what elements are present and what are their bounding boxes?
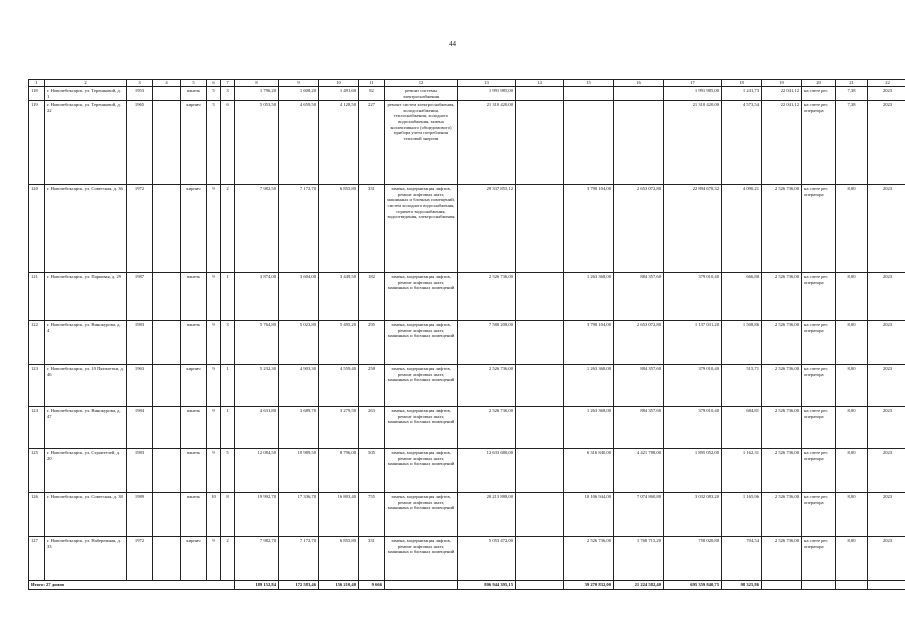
total-cell-col-15: 39 270 832,00 xyxy=(564,581,614,590)
total-cell-col-20 xyxy=(802,581,836,590)
table-cell-col-5: панель xyxy=(181,493,207,537)
table-cell-col-2: г. Новочебоксарск, ул. Терешковой, д. 22 xyxy=(45,101,127,185)
table-cell-col-18: 4 573,54 xyxy=(722,101,762,185)
table-cell-col-18: 1 508,86 xyxy=(722,321,762,365)
table-cell-col-15 xyxy=(564,101,614,185)
table-cell-col-20: на счете рег. оператора xyxy=(802,273,836,321)
table-cell-col-22: 2023 xyxy=(868,365,905,407)
table-cell-col-6: 9 xyxy=(207,449,221,493)
table-cell-col-2: г. Новочебоксарск, ул. Винокурова, д. 4 xyxy=(45,321,127,365)
table-cell-col-15: 1 263 368,00 xyxy=(564,273,614,321)
table-cell-col-21: 8,00 xyxy=(836,449,868,493)
table-cell-col-22: 2023 xyxy=(868,273,905,321)
table-cell-col-10: 6 855,80 xyxy=(319,537,359,581)
column-number-cell: 22 xyxy=(868,80,905,87)
table-cell-col-17: 1 991 985,00 xyxy=(664,87,722,101)
table-cell-col-13: 12 633 680,00 xyxy=(458,449,516,493)
table-cell-col-22: 2023 xyxy=(868,185,905,273)
table-cell-col-8: 5 764,80 xyxy=(235,321,279,365)
table-cell-col-1: 119 xyxy=(29,101,45,185)
table-row xyxy=(29,185,905,273)
table-cell-col-12: замена, модернизация лифтов, ремонт лифтовых шахт, машинных и блочных помещений, систем холодного водоснабжения, горячего водоснабжения, водоотведения, электроснабжения xyxy=(385,185,458,273)
table-cell-col-11: 182 xyxy=(359,273,385,321)
table-cell-col-10: 3 279,50 xyxy=(319,407,359,449)
table-row xyxy=(29,365,905,407)
table-row xyxy=(29,101,905,185)
column-number-cell: 18 xyxy=(722,80,762,87)
table-cell-col-16 xyxy=(614,101,664,185)
capital-repair-register-table xyxy=(28,79,905,590)
table-cell-col-18: 684,81 xyxy=(722,407,762,449)
table-cell-col-14 xyxy=(516,493,564,537)
table-cell-col-13: 5 053 472,00 xyxy=(458,537,516,581)
table-cell-col-5: кирпич xyxy=(181,537,207,581)
table-cell-col-7: 1 xyxy=(221,407,235,449)
total-cell-col-21 xyxy=(836,581,868,590)
table-cell-col-19: 2 526 736,00 xyxy=(762,273,802,321)
table-cell-col-8: 3 874,00 xyxy=(235,273,279,321)
column-number-cell: 4 xyxy=(153,80,181,87)
table-cell-col-8: 7 982,70 xyxy=(235,537,279,581)
total-cell-col-17: 695 359 840,75 xyxy=(664,581,722,590)
table-cell-col-17: 1 895 052,00 xyxy=(664,449,722,493)
table-cell-col-19: 2 526 736,00 xyxy=(762,493,802,537)
table-cell-col-16: 2 653 072,80 xyxy=(614,321,664,365)
table-cell-col-17: 758 020,80 xyxy=(664,537,722,581)
table-cell-col-9: 7 172,70 xyxy=(279,185,319,273)
table-cell-col-7: 8 xyxy=(221,493,235,537)
table-cell-col-21: 8,00 xyxy=(836,493,868,537)
total-cell-col-9: 172 583,46 xyxy=(279,581,319,590)
table-cell-col-3: 1989 xyxy=(127,493,153,537)
column-number-cell: 10 xyxy=(319,80,359,87)
total-cell-col-8: 189 152,84 xyxy=(235,581,279,590)
table-cell-col-13: 2 526 736,00 xyxy=(458,407,516,449)
table-cell-col-3: 1984 xyxy=(127,407,153,449)
table-cell-col-1: 121 xyxy=(29,273,45,321)
table-cell-col-4 xyxy=(153,87,181,101)
total-cell-col-11: 9 666 xyxy=(359,581,385,590)
table-cell-col-17: 22 894 678,32 xyxy=(664,185,722,273)
table-cell-col-9: 3 689,70 xyxy=(279,407,319,449)
table-cell-col-13: 29 337 855,12 xyxy=(458,185,516,273)
table-cell-col-22: 2023 xyxy=(868,493,905,537)
table-cell-col-16 xyxy=(614,87,664,101)
column-number-cell: 17 xyxy=(664,80,722,87)
table-cell-col-22: 2023 xyxy=(868,449,905,493)
column-number-cell: 7 xyxy=(221,80,235,87)
table-cell-col-14 xyxy=(516,407,564,449)
table-cell-col-3: 1972 xyxy=(127,537,153,581)
table-cell-col-2: г. Новочебоксарск, ул. Терешковой, д. 1 xyxy=(45,87,127,101)
table-cell-col-21: 8,00 xyxy=(836,537,868,581)
column-number-cell: 15 xyxy=(564,80,614,87)
table-cell-col-1: 124 xyxy=(29,407,45,449)
column-number-cell: 20 xyxy=(802,80,836,87)
table-cell-col-22: 2023 xyxy=(868,537,905,581)
table-cell-col-20: на счете рег. оператора xyxy=(802,185,836,273)
column-number-cell: 13 xyxy=(458,80,516,87)
table-cell-col-19: 2 526 736,00 xyxy=(762,185,802,273)
table-cell-col-11: 227 xyxy=(359,101,385,185)
table-cell-col-20: на счете рег. оператора xyxy=(802,101,836,185)
table-cell-col-9: 10 989,50 xyxy=(279,449,319,493)
table-cell-col-15: 1 263 368,00 xyxy=(564,365,614,407)
table-cell-col-2: г. Новочебоксарск, ул. Советская, д. 36 xyxy=(45,185,127,273)
table-cell-col-12: замена, модернизация лифтов, ремонт лифтовых шахт, машинных и блочных помещений xyxy=(385,537,458,581)
total-cell-col-18: 98 325,86 xyxy=(722,581,762,590)
table-cell-col-8: 5 232,30 xyxy=(235,365,279,407)
table-cell-col-5: панель xyxy=(181,449,207,493)
table-cell-col-1: 127 xyxy=(29,537,45,581)
table-cell-col-6: 5 xyxy=(207,87,221,101)
table-cell-col-14 xyxy=(516,449,564,493)
column-number-cell: 21 xyxy=(836,80,868,87)
table-cell-col-12: ремонт систем электроснабжения, холодоснабжения, теплоснабжения, холодного водоснабжения, замена коллективного (общедомового) прибора учета потребления тепловой энергии xyxy=(385,101,458,185)
table-cell-col-5: кирпич xyxy=(181,185,207,273)
table-cell-col-16: 2 653 072,80 xyxy=(614,185,664,273)
total-row xyxy=(29,581,905,590)
table-cell-col-3: 1972 xyxy=(127,185,153,273)
table-cell-col-19: 2 526 736,00 xyxy=(762,365,802,407)
table-cell-col-5: панель xyxy=(181,321,207,365)
table-cell-col-7: 2 xyxy=(221,537,235,581)
table-cell-col-13: 21 310 420,00 xyxy=(458,101,516,185)
table-cell-col-15: 10 106 944,00 xyxy=(564,493,614,537)
table-cell-col-9: 3 604,00 xyxy=(279,273,319,321)
table-cell-col-20: на счете рег. оператора xyxy=(802,537,836,581)
column-number-cell: 2 xyxy=(45,80,127,87)
table-cell-col-14 xyxy=(516,273,564,321)
column-number-cell: 11 xyxy=(359,80,385,87)
table-cell-col-5: панель xyxy=(181,407,207,449)
total-cell-col-13: 806 944 395,15 xyxy=(458,581,516,590)
total-cell-col-12 xyxy=(385,581,458,590)
table-cell-col-20: на счете рег. оператора xyxy=(802,493,836,537)
table-cell-col-9: 17 336,70 xyxy=(279,493,319,537)
table-cell-col-14 xyxy=(516,321,564,365)
table-cell-col-21: 8,00 xyxy=(836,185,868,273)
table-cell-col-16: 4 421 788,00 xyxy=(614,449,664,493)
total-label: Итого: 27 домов xyxy=(29,581,235,590)
column-number-cell: 12 xyxy=(385,80,458,87)
table-cell-col-11: 331 xyxy=(359,537,385,581)
table-cell-col-11: 331 xyxy=(359,185,385,273)
table-cell-col-21: 7,38 xyxy=(836,87,868,101)
table-cell-col-12: замена, модернизация лифтов, ремонт лифтовых шахт, машинных и блочных помещений xyxy=(385,407,458,449)
table-cell-col-17: 379 010,40 xyxy=(664,365,722,407)
table-cell-col-1: 120 xyxy=(29,185,45,273)
table-cell-col-22: 2023 xyxy=(868,87,905,101)
table-cell-col-11: 505 xyxy=(359,449,385,493)
table-cell-col-11: 295 xyxy=(359,321,385,365)
column-number-cell: 19 xyxy=(762,80,802,87)
table-cell-col-19: 2 526 736,00 xyxy=(762,449,802,493)
table-cell-col-10: 1 491,60 xyxy=(319,87,359,101)
total-cell-col-10: 156 210,40 xyxy=(319,581,359,590)
column-number-cell: 8 xyxy=(235,80,279,87)
table-cell-col-10: 8 796,00 xyxy=(319,449,359,493)
table-row xyxy=(29,407,905,449)
table-cell-col-2: г. Новочебоксарск, ул. Парковая, д. 29 xyxy=(45,273,127,321)
table-cell-col-9: 4 903,30 xyxy=(279,365,319,407)
total-cell-col-16: 21 224 582,40 xyxy=(614,581,664,590)
column-number-row xyxy=(29,80,905,87)
table-cell-col-17: 379 010,40 xyxy=(664,407,722,449)
table-cell-col-10: 5 495,20 xyxy=(319,321,359,365)
table-cell-col-15: 1 263 368,00 xyxy=(564,407,614,449)
table-cell-col-21: 7,38 xyxy=(836,101,868,185)
column-number-cell: 9 xyxy=(279,80,319,87)
table-cell-col-12: замена, модернизация лифтов, ремонт лифтовых шахт, машинных и блочных помещений xyxy=(385,273,458,321)
page-number: 44 xyxy=(449,40,456,48)
total-cell-col-19 xyxy=(762,581,802,590)
table-cell-col-16: 884 357,60 xyxy=(614,365,664,407)
table-cell-col-20: на счете рег. оператора xyxy=(802,365,836,407)
table-cell-col-5: кирпич xyxy=(181,365,207,407)
table-cell-col-9: 4 659,50 xyxy=(279,101,319,185)
table-cell-col-8: 7 982,50 xyxy=(235,185,279,273)
table-cell-col-17: 1 137 031,20 xyxy=(664,321,722,365)
column-number-cell: 3 xyxy=(127,80,153,87)
table-cell-col-8: 1 796,20 xyxy=(235,87,279,101)
table-cell-col-9: 5 023,80 xyxy=(279,321,319,365)
table-cell-col-2: г. Новочебоксарск, ул. 10 Пятилетки, д. 46 xyxy=(45,365,127,407)
table-cell-col-19: 22 041,12 xyxy=(762,87,802,101)
table-cell-col-6: 9 xyxy=(207,273,221,321)
table-cell-col-19: 2 526 736,00 xyxy=(762,407,802,449)
table-cell-col-5: панель xyxy=(181,87,207,101)
table-cell-col-18: 1 162,31 xyxy=(722,449,762,493)
table-cell-col-3: 1965 xyxy=(127,101,153,185)
table-cell-col-7: 1 xyxy=(221,365,235,407)
table-cell-col-3: 1983 xyxy=(127,321,153,365)
table-cell-col-10: 3 449,50 xyxy=(319,273,359,321)
table-row xyxy=(29,493,905,537)
total-cell-col-14 xyxy=(516,581,564,590)
table-cell-col-3: 1987 xyxy=(127,273,153,321)
table-cell-col-4 xyxy=(153,321,181,365)
table-cell-col-4 xyxy=(153,185,181,273)
table-cell-col-3: 1963 xyxy=(127,365,153,407)
table-cell-col-14 xyxy=(516,185,564,273)
table-cell-col-7: 6 xyxy=(221,101,235,185)
table-cell-col-10: 16 803,40 xyxy=(319,493,359,537)
table-cell-col-22: 2023 xyxy=(868,101,905,185)
table-cell-col-17: 3 032 083,20 xyxy=(664,493,722,537)
table-cell-col-21: 8,00 xyxy=(836,365,868,407)
table-cell-col-9: 7 172,70 xyxy=(279,537,319,581)
table-cell-col-4 xyxy=(153,407,181,449)
table-cell-col-4 xyxy=(153,537,181,581)
table-cell-col-16: 884 357,60 xyxy=(614,273,664,321)
table-cell-col-8: 4 631,80 xyxy=(235,407,279,449)
column-number-cell: 6 xyxy=(207,80,221,87)
table-cell-col-20: на счете рег. xyxy=(802,87,836,101)
table-cell-col-19: 22 041,12 xyxy=(762,101,802,185)
total-cell-col-22 xyxy=(868,581,905,590)
table-cell-col-2: г. Новочебоксарск, ул. Набережная, д. 33 xyxy=(45,537,127,581)
table-cell-col-7: 2 xyxy=(221,185,235,273)
table-cell-col-18: 666,80 xyxy=(722,273,762,321)
table-cell-col-1: 122 xyxy=(29,321,45,365)
table-cell-col-2: г. Новочебоксарск, ул. Строителей, д. 20 xyxy=(45,449,127,493)
table-cell-col-13: 2 526 736,00 xyxy=(458,365,516,407)
table-cell-col-4 xyxy=(153,365,181,407)
table-cell-col-15: 6 316 840,00 xyxy=(564,449,614,493)
table-row xyxy=(29,537,905,581)
table-cell-col-6: 5 xyxy=(207,101,221,185)
table-cell-col-18: 515,71 xyxy=(722,365,762,407)
column-number-cell: 5 xyxy=(181,80,207,87)
table-cell-col-18: 704,54 xyxy=(722,537,762,581)
table-cell-col-7: 1 xyxy=(221,273,235,321)
table-cell-col-14 xyxy=(516,101,564,185)
column-number-cell: 1 xyxy=(29,80,45,87)
table-cell-col-22: 2023 xyxy=(868,407,905,449)
table-cell-col-21: 8,00 xyxy=(836,321,868,365)
table-cell-col-13: 2 526 736,00 xyxy=(458,273,516,321)
table-row xyxy=(29,321,905,365)
table-row xyxy=(29,87,905,101)
table-cell-col-10: 4 128,50 xyxy=(319,101,359,185)
table-cell-col-12: ремонт системы электроснабжения xyxy=(385,87,458,101)
table-cell-col-22: 2023 xyxy=(868,321,905,365)
table-cell-col-14 xyxy=(516,537,564,581)
table-cell-col-18: 1 241,73 xyxy=(722,87,762,101)
table-cell-col-8: 19 992,70 xyxy=(235,493,279,537)
table-cell-col-8: 12 084,50 xyxy=(235,449,279,493)
table-cell-col-6: 9 xyxy=(207,537,221,581)
table-cell-col-6: 9 xyxy=(207,321,221,365)
table-cell-col-3: 1953 xyxy=(127,87,153,101)
table-cell-col-1: 123 xyxy=(29,365,45,407)
table-cell-col-11: 258 xyxy=(359,365,385,407)
table-cell-col-5: панель xyxy=(181,273,207,321)
table-cell-col-6: 10 xyxy=(207,493,221,537)
table-cell-col-12: замена, модернизация лифтов, ремонт лифтовых шахт, машинных и блочных помещений xyxy=(385,321,458,365)
table-cell-col-17: 379 010,40 xyxy=(664,273,722,321)
table-cell-col-12: замена, модернизация лифтов, ремонт лифтовых шахт, машинных и блочных помещений xyxy=(385,365,458,407)
table-cell-col-11: 263 xyxy=(359,407,385,449)
table-cell-col-17: 21 310 420,00 xyxy=(664,101,722,185)
table-cell-col-7: 3 xyxy=(221,321,235,365)
table-cell-col-13: 1 991 985,00 xyxy=(458,87,516,101)
table-row xyxy=(29,449,905,493)
table-cell-col-2: г. Новочебоксарск, ул. Винокурова, д. 47 xyxy=(45,407,127,449)
table-cell-col-15: 2 526 736,00 xyxy=(564,537,614,581)
table-cell-col-21: 8,00 xyxy=(836,273,868,321)
table-cell-col-1: 126 xyxy=(29,493,45,537)
table-cell-col-2: г. Новочебоксарск, ул. Советская, д. 38 xyxy=(45,493,127,537)
table-cell-col-15: 3 790 104,00 xyxy=(564,185,614,273)
table-cell-col-5: кирпич xyxy=(181,101,207,185)
table-cell-col-14 xyxy=(516,365,564,407)
table-row xyxy=(29,273,905,321)
table-cell-col-21: 8,00 xyxy=(836,407,868,449)
table-cell-col-16: 7 074 860,80 xyxy=(614,493,664,537)
table-cell-col-14 xyxy=(516,87,564,101)
table-cell-col-11: 82 xyxy=(359,87,385,101)
table-cell-col-13: 7 580 208,00 xyxy=(458,321,516,365)
table-cell-col-15: 3 790 104,00 xyxy=(564,321,614,365)
table-cell-col-7: 3 xyxy=(221,87,235,101)
table-cell-col-4 xyxy=(153,449,181,493)
table-cell-col-20: на счете рег. оператора xyxy=(802,407,836,449)
table-cell-col-10: 4 559,40 xyxy=(319,365,359,407)
table-cell-col-19: 2 526 736,00 xyxy=(762,537,802,581)
table-cell-col-20: на счете рег. оператора xyxy=(802,449,836,493)
table-cell-col-18: 4 090,21 xyxy=(722,185,762,273)
column-number-cell: 14 xyxy=(516,80,564,87)
table-cell-col-8: 5 053,50 xyxy=(235,101,279,185)
table-cell-col-18: 1 165,96 xyxy=(722,493,762,537)
table-cell-col-4 xyxy=(153,493,181,537)
table-cell-col-6: 9 xyxy=(207,407,221,449)
table-cell-col-1: 125 xyxy=(29,449,45,493)
table-cell-col-9: 1 608,20 xyxy=(279,87,319,101)
table-cell-col-4 xyxy=(153,101,181,185)
table-cell-col-7: 5 xyxy=(221,449,235,493)
column-number-cell: 16 xyxy=(614,80,664,87)
table-cell-col-10: 6 855,80 xyxy=(319,185,359,273)
table-cell-col-11: 755 xyxy=(359,493,385,537)
table-cell-col-1: 118 xyxy=(29,87,45,101)
table-cell-col-6: 9 xyxy=(207,365,221,407)
table-cell-col-12: замена, модернизация лифтов, ремонт лифтовых шахт, машинных и блочных помещений xyxy=(385,449,458,493)
table-cell-col-20: на счете рег. оператора xyxy=(802,321,836,365)
table-cell-col-19: 2 526 736,00 xyxy=(762,321,802,365)
table-cell-col-16: 1 768 715,20 xyxy=(614,537,664,581)
table-cell-col-3: 1983 xyxy=(127,449,153,493)
table-cell-col-6: 9 xyxy=(207,185,221,273)
table-cell-col-4 xyxy=(153,273,181,321)
table-cell-col-12: замена, модернизация лифтов, ремонт лифтовых шахт, машинных и блочных помещений xyxy=(385,493,458,537)
table-cell-col-13: 20 213 888,00 xyxy=(458,493,516,537)
table-cell-col-15 xyxy=(564,87,614,101)
table-cell-col-16: 884 357,60 xyxy=(614,407,664,449)
